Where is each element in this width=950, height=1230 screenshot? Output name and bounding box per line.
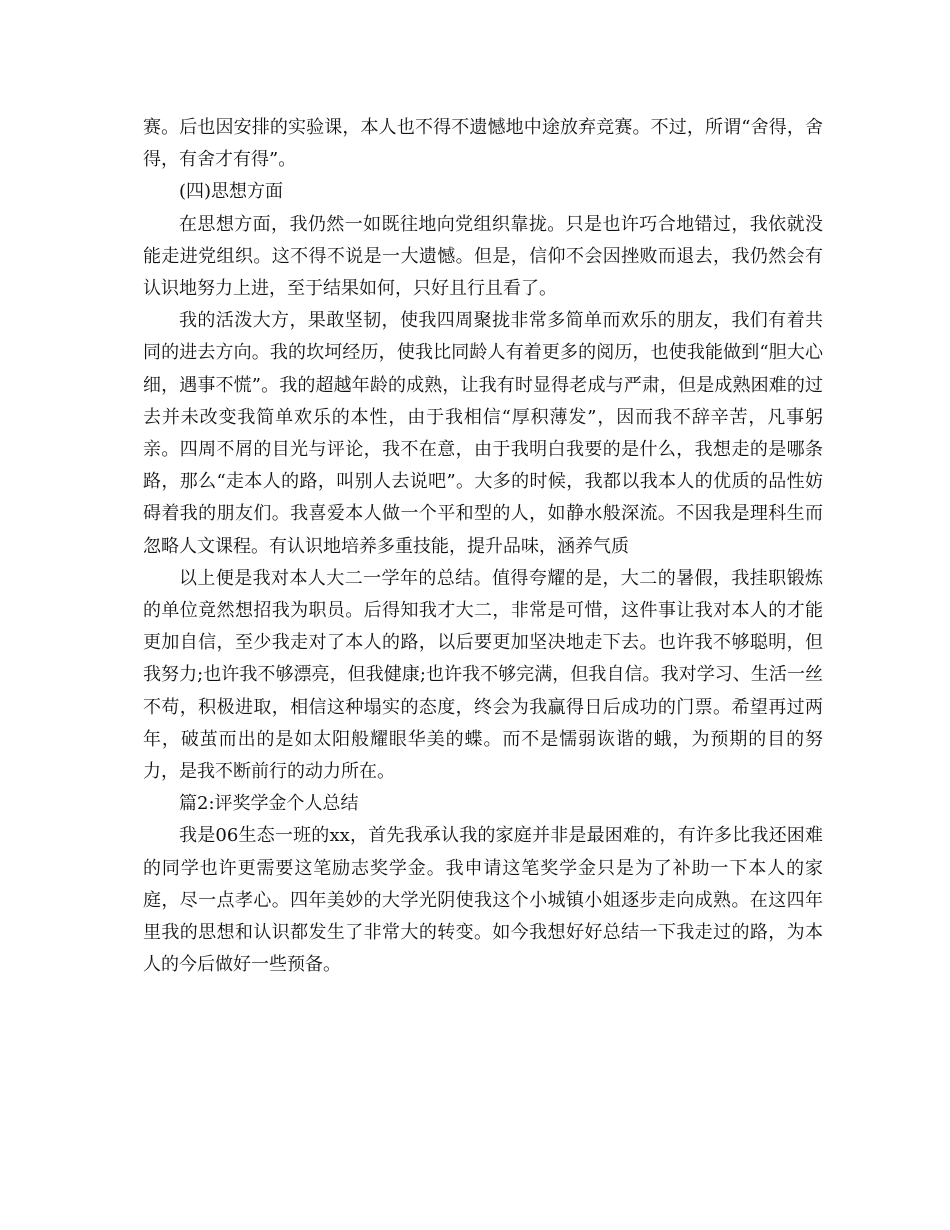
paragraph-continuation: 赛。后也因安排的实验课，本人也不得不遗憾地中途放弃竞赛。不过，所谓“舍得，舍得，有舍才有得”。 (143, 117, 823, 171)
paragraph-thought: 在思想方面，我仍然一如既往地向党组织靠拢。只是也许巧合地错过，我依就没能走进党组织。这不得不说是一大遗憾。但是，信仰不会因挫败而退去，我仍然会有认识地努力上进，至于结果如何，只好且行且看了。 (143, 213, 823, 300)
section-heading-thought: (四)思想方面 (179, 181, 284, 203)
paragraph-summary: 以上便是我对本人大二一学年的总结。值得夸耀的是，大二的暑假，我挂职锻炼的单位竟然想招我为职员。后得知我才大二，非常是可惜，这件事让我对本人的才能更加自信，至少我走对了本人的路，以后要更加坚决地走下去。也许我不够聪明，但我努力;也许我不够漂亮，但我健康;也许我不够完满，但我自信。我对学习、生活一丝不苟，积极进取，相信这种塌实的态度，终会为我赢得日后成功的门票。希望再过两年，破茧而出的是如太阳般耀眼华美的蝶。而不是懦弱诙谐的蛾，为预期的目的努力，是我不断前行的动力所在。 (143, 567, 823, 783)
document-body (143, 112, 823, 981)
paragraph-personality: 我的活泼大方，果敢坚韧，使我四周聚拢非常多简单而欢乐的朋友，我们有着共同的进去方向。我的坎坷经历，使我比同龄人有着更多的阅历，也使我能做到“胆大心细，遇事不慌”。我的超越年龄的成熟，让我有时显得老成与严肃，但是成熟困难的过去并未改变我简单欢乐的本性，由于我相信“厚积薄发”，因而我不辞辛苦，凡事躬亲。四周不屑的目光与评论，我不在意，由于我明白我要的是什么，我想走的是哪条路，那么“走本人的路，叫别人去说吧”。大多的时候，我都以我本人的优质的品性妨碍着我的朋友们。我喜爱本人做一个平和型的人，如静水般深流。不因我是理科生而忽略人文课程。有认识地培养多重技能，提升品味，涵养气质 (143, 310, 823, 557)
section-heading-scholarship: 篇2:评奖学金个人总结 (179, 793, 359, 815)
paragraph-scholarship: 我是06生态一班的xx，首先我承认我的家庭并非是最困难的，有许多比我还困难的同学也许更需要这笔励志奖学金。我申请这笔奖学金只是为了补助一下本人的家庭，尽一点孝心。四年美妙的大学光阴使我这个小城镇小姐逐步走向成熟。在这四年里我的思想和认识都发生了非常大的转变。如今我想好好总结一下我走过的路，为本人的今后做好一些预备。 (143, 825, 823, 976)
